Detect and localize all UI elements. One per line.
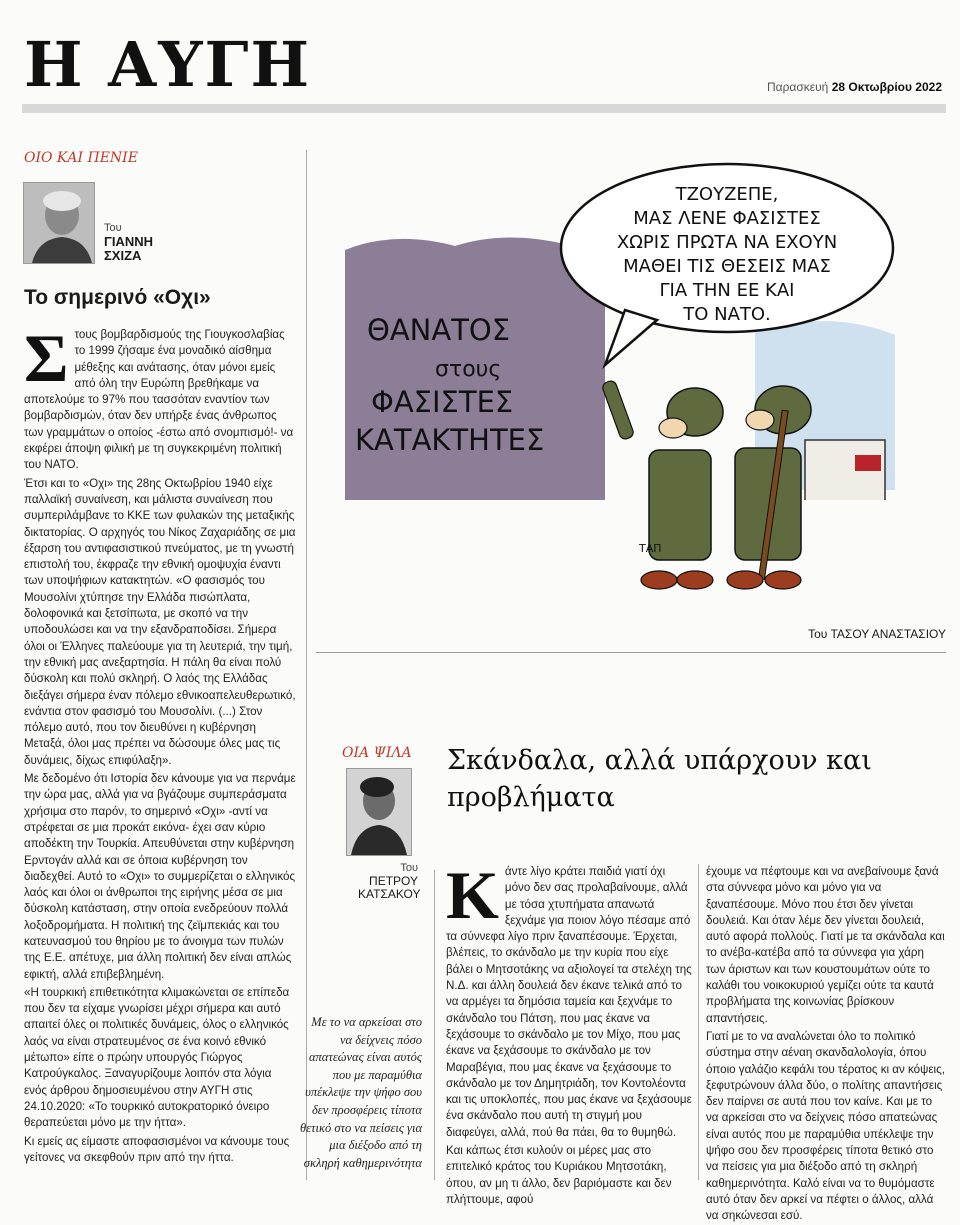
column-kicker: ΟΙΟ ΚΑΙ ΠΕΝΙΕ bbox=[24, 150, 138, 166]
newspaper-title: Η ΑΥΓΗ bbox=[24, 28, 312, 101]
wall-text: ΚΑΤΑΚΤΗΤΕΣ bbox=[355, 423, 545, 457]
speech-line: ΓΙΑ ΤΗΝ ΕΕ ΚΑΙ bbox=[659, 280, 795, 301]
article-body-left bbox=[24, 320, 296, 1177]
column-kicker-right: ΟΙΑ ΨΙΛΑ bbox=[342, 745, 412, 761]
paragraph: Γιατί με το να αναλώνεται όλο το πολιτικό σύστημα στην αέναη σκανδαλολογία, όπου όποιο γαλάζιο κεφάλι του τέρατος κι αν κόψεις, ξεφυτρώνουν άλλα δύο, ο πολίτης απαντήσεις δεν παίρνει σε αυτά που τον καίνε. Και με το να αρκείσαι στο να δείχνεις πόσο απατεώνας είναι αυτός που με παραμύθια υπέκλεψε την ψήφο σου δεν προσφέρεις τίποτα θετικό στο να πείσεις για μια διέξοδο από τη σκληρή καθημερινότητα. Καλό είναι να το θυμόμαστε αυτό όταν δεν αρκεί να πέφτει ο άλλος, αλλά να σηκώνεσαι εσύ. bbox=[706, 1029, 945, 1223]
author-photo-katsakos bbox=[346, 768, 412, 856]
political-cartoon bbox=[335, 160, 947, 610]
speech-line: ΜΑΣ ΛΕΝΕ ΦΑΣΙΣΤΕΣ bbox=[633, 208, 821, 229]
paragraph: Κι εμείς ας είμαστε αποφασισμένοι να κάνουμε τους γείτονες να σκεφθούν πριν από την ήττα. bbox=[24, 1134, 290, 1164]
flag-shape bbox=[855, 455, 881, 471]
wall-text: ΦΑΣΙΣΤΕΣ bbox=[371, 385, 514, 419]
paragraph: τους βομβαρδισμούς της Γιουγκοσλαβίας το 1999 ζήσαμε ένα μοναδικό αίσθημα μέθεξης και ανάτασης, όταν μόνοι εμείς από όλη την Ευρώπη βρεθήκαμε να αποτελούμε το 97% που τασσόταν εναντίον των βομβαρδισμών, όταν δεν υπήρξε ένας άνθρωπος των γραμμάτων ο οποίος -έστω από σνομπισμό!- να εκφέρει άποψη φιλική με τη συγκεκριμένη πολιτική του ΝΑΤΟ. bbox=[24, 328, 294, 472]
paragraph: Και κάπως έτσι κυλούν οι μέρες μας στο επιτελικό κράτος του Κυριάκου Μητσοτάκη, όπου, αν μη τι άλλο, δεν βαριόμαστε και δεν πλήττουμε, αφού bbox=[446, 1144, 672, 1206]
ground-shape bbox=[335, 500, 947, 610]
issue-day: Παρασκευή bbox=[767, 80, 829, 94]
masthead-rule bbox=[22, 104, 946, 113]
paragraph: έχουμε να πέφτουμε και να ανεβαίνουμε ξανά στα σύννεφα μόνο και μόνο για να ξαναπέσουμε. Μόνο που έτσι δεν γίνεται δουλειά. Και όταν λέμε δεν γίνεται δουλειά, αυτό αφορά πολλούς. Γιατί με τα σκάνδαλα και το ανέβα-κατέβα από τα σύννεφα για χάρη των άριστων και των κουστουμάτων ούτε το καλάθι του νοικοκυριού γεμίζει ούτε τα καυτά προβλήματα της κοινωνίας βρίσκουν απαντήσεις. bbox=[706, 865, 945, 1025]
speech-line: ΤΟ ΝΑΤΟ. bbox=[683, 304, 771, 325]
cartoon-credit: Του ΤΑΣΟΥ ΑΝΑΣΤΑΣΙΟΥ bbox=[808, 627, 946, 641]
author-prefix: Του bbox=[104, 222, 122, 234]
pull-quote: Με το να αρκείσαι στο να δείχνεις πόσο απατεώνας είναι αυτός που με παραμύθια υπέκλεψε την ψήφο σου δεν προσφέρεις τίποτα θετικό στο να πείσεις για μια διέξοδο από τη σκληρή καθημερινότητα bbox=[299, 1015, 422, 1170]
column-divider bbox=[698, 864, 699, 1180]
sound-effect: ΤΑΠ bbox=[639, 542, 662, 555]
article-headline-left: Το σημερινό «Οχι» bbox=[24, 286, 211, 309]
speech-line: ΜΑΘΕΙ ΤΙΣ ΘΕΣΕΙΣ ΜΑΣ bbox=[623, 256, 831, 277]
dropcap-right: Κ bbox=[446, 857, 499, 933]
column-divider bbox=[434, 870, 435, 1180]
author-prefix: Του bbox=[400, 862, 418, 874]
wall-text: στους bbox=[435, 357, 502, 382]
article-headline-right: Σκάνδαλα, αλλά υπάρχουν και προβλήματα bbox=[447, 745, 872, 813]
speech-line: ΧΩΡΙΣ ΠΡΩΤΑ ΝΑ ΕΧΟΥΝ bbox=[616, 232, 838, 253]
author-firstname: ΓΙΑΝΝΗ bbox=[104, 233, 153, 249]
article-body-right-col2 bbox=[706, 864, 946, 1223]
author-firstname: ΠΕΤΡΟΥ bbox=[369, 873, 418, 888]
paragraph: Με δεδομένο ότι Ιστορία δεν κάνουμε για να περνάμε την ώρα μας, αλλά για να βγάζουμε συμπεράσματα χρήσιμα στο παρόν, το σημερινό «Οχι» -αντί να στρέφεται σε μια προκάτ εικόνα- έχει σαν κύριο αποδέκτη την Τουρκία. Απευθύνεται στην κυβέρνηση Ερντογάν αλλά και σε όποια κυβέρνηση τον διαδεχθεί. Αυτό το «Οχι» το συμμερίζεται ο ελληνικός λαός και όλοι οι άνθρωποι της ειρήνης μέσα σε μια δύσκολη κατάσταση, στην οποία ενεδρεύουν πολλά λοξοδρομήματα. Η πολιτική της ζεϊμπεκιάς και του κατευνασμού του θηρίου με το άνοιγμα των πυλών της Ε.Ε. απέτυχε, μια άλλη πολιτική δεν είναι απλώς εφικτή, αλλά επιβεβλημένη. bbox=[24, 772, 296, 981]
paragraph: Έτσι και το «Οχι» της 28ης Οκτωβρίου 1940 είχε παλλαϊκή συναίνεση, και μάλιστα συναίνεση που συμπεριλάμβανε το ΚΚΕ των φυλακών της μεταξικής δικτατορίας. Ο αρχηγός του Νίκος Ζαχαριάδης σε μια έξαρση του αντιφασιστικού πνεύματος, με τη γνωστή επιστολή του, έκφραζε την εθνική ομοψυχία έναντι των υποψήφιων κατακτητών. «Ο φασισμός του Μουσολίνι χτύπησε την Ελλάδα πισώπλατα, δολοφονικά και ξετσίπωτα, με σκοπό να την υποδουλώσει και να την εξανδραποδίσει. Σήμερα όλοι οι Έλληνες παλεύουμε για τη λευτεριά, την τιμή, την εθνική μας ανεξαρτησία. Η πάλη θα είναι πολύ δύσκολη και πολύ σκληρή. Ο λαός της Ελλάδας διεξάγει σήμερα έναν πόλεμο εθνικοαπελευθερωτικό, ενάντια στον φασισμό του Μουσολίνι. (...) Στον πόλεμο αυτό, που τον διευθύνει η κυβέρνηση Μεταξά, όλοι μας πρέπει να δώσουμε όλες μας τις δυνάμεις, δίχως επιφύλαξη». bbox=[24, 476, 296, 767]
speech-line: ΤΖΟΥΖΕΠΕ, bbox=[675, 184, 779, 205]
article-body-right-col1 bbox=[446, 857, 692, 1206]
issue-date-value: 28 Οκτωβρίου 2022 bbox=[831, 80, 942, 94]
wall-text: ΘΑΝΑΤΟΣ bbox=[367, 313, 511, 347]
author-surname: ΣΧΙΖΑ bbox=[104, 247, 142, 263]
paragraph: «Η τουρκική επιθετικότητα κλιμακώνεται σε επίπεδα που δεν τα είχαμε γνωρίσει μέχρι σήμερα και αυτό απαιτεί όλες οι πολιτικές δυνάμεις, όλος ο ελληνικός λαός να είναι στρατευμένος σε ένα κοινό εθνικό μέτωπο» είπε ο πρώην υπουργός Γιώργος Κατρούγκαλος. Ξαναγυρίζουμε λοιπόν στα λόγια ενός άρθρου δημοσιευμένου στην ΑΥΓΗ στις 24.10.2020: «Το τουρκικό αυτοκρατορικό όνειρο θεραπεύεται μόνο με την ήττα». bbox=[24, 985, 290, 1130]
issue-date bbox=[767, 80, 942, 94]
author-surname: ΚΑΤΣΑΚΟΥ bbox=[358, 886, 421, 901]
speech-tail bbox=[605, 310, 657, 365]
dropcap-left: Σ bbox=[24, 320, 69, 396]
author-byline-left bbox=[104, 222, 153, 263]
paragraph: άντε λίγο κράτει παιδιά γιατί όχι μόνο δεν σας προλαβαίνουμε, αλλά με τόσα χτυπήματα απανωτά ξεχνάμε για ποιον λόγο πέσαμε από τα σύννεφα λίγο πριν ξαναπέσουμε. Έρχεται, βλέπεις, το σκάνδαλο με την κυρία που είχε βάλει ο Μητσοτάκης να αξιολογεί τα στελέχη της Ν.Δ. και άλλη δουλειά δεν έκανε τελικά από το να αρμέγει τα δημόσια ταμεία και ξεχνάμε το σκάνδαλο του Πάτση, που μας έκανε να ξεχάσουμε το σκάνδαλο με τον Μίχο, που μας έκανε να ξεχάσουμε το σκάνδαλο με τον Μαραβέγια, που μας έκανε να ξεχάσουμε το σκάνδαλο με τον Δημητριάδη, τον Κοντολέοντα και τις υποκλοπές, που μας έκανε να ξεχάσουμε ένα σκάνδαλο που αυτή τη στιγμή μου διαφεύγει, αλλά, πού θα πάει, θα το θυμηθώ. bbox=[446, 865, 692, 1139]
section-divider bbox=[316, 652, 946, 653]
house-shape bbox=[805, 440, 885, 510]
author-photo-schizas bbox=[23, 182, 95, 264]
author-byline-right bbox=[358, 862, 421, 901]
